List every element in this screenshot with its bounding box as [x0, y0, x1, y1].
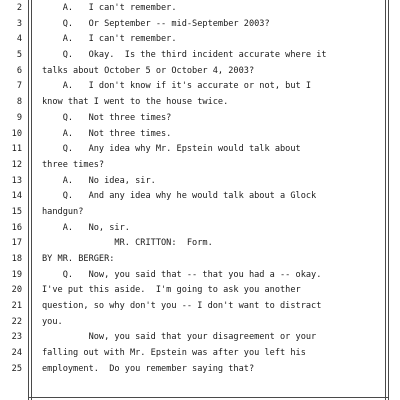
transcript-line	[0, 17, 400, 33]
transcript-line	[0, 315, 400, 331]
transcript-line	[0, 158, 400, 174]
line-text: Now, you said that your disagreement or your	[42, 332, 317, 343]
transcript-lines	[0, 1, 400, 378]
transcript-line	[0, 79, 400, 95]
transcript-line	[0, 174, 400, 190]
line-number: 4	[16, 34, 22, 45]
line-number: 25	[11, 363, 22, 374]
transcript-line	[0, 283, 400, 299]
line-text: employment. Do you remember saying that?	[42, 363, 255, 374]
line-text: MR. CRITTON: Form.	[42, 238, 213, 249]
line-number: 18	[11, 254, 22, 264]
transcript-line	[0, 362, 400, 378]
transcript-line	[0, 32, 400, 48]
line-text: know that I went to the house twice.	[42, 97, 229, 108]
line-text: Q. Now, you said that -- that you had a -- okay.	[42, 269, 322, 280]
line-number: 17	[11, 238, 22, 249]
transcript-line	[0, 346, 400, 362]
line-text: A. Not three times.	[42, 128, 172, 139]
line-number: 8	[16, 97, 22, 108]
line-number: 13	[11, 175, 22, 186]
line-text: A. I don't know if it's accurate or not, but I	[42, 81, 312, 92]
line-number: 21	[11, 301, 22, 312]
line-text: A. No, sir.	[42, 222, 130, 233]
line-number: 14	[11, 191, 22, 202]
line-number: 12	[11, 159, 22, 170]
line-text: BY MR. BERGER:	[42, 254, 115, 264]
transcript-line	[0, 236, 400, 252]
line-text: Q. And any idea why he would talk about a Glock	[42, 191, 317, 202]
line-text: Q. Okay. Is the third incident accurate where it	[42, 50, 327, 61]
line-text: three times?	[42, 159, 105, 170]
line-text: falling out with Mr. Epstein was after you left his	[42, 348, 306, 359]
bottom-rule	[28, 397, 389, 398]
line-text: handgun?	[42, 206, 84, 217]
line-number: 11	[11, 144, 22, 155]
line-number: 7	[16, 81, 22, 92]
transcript-line	[0, 64, 400, 80]
line-number: 24	[11, 348, 22, 359]
line-number: 23	[11, 332, 22, 343]
line-number: 15	[11, 206, 22, 217]
line-text: Q. Not three times?	[42, 112, 172, 123]
transcript-line	[0, 48, 400, 64]
line-text: A. I can't remember.	[42, 3, 177, 13]
line-text: question, so why don't you -- I don't want to distract	[42, 301, 322, 312]
line-number: 5	[16, 50, 22, 61]
line-number: 6	[16, 65, 22, 76]
line-text: A. No idea, sir.	[42, 175, 156, 186]
transcript-line	[0, 205, 400, 221]
line-number: 3	[16, 18, 22, 29]
transcript-line	[0, 252, 400, 268]
transcript-line	[0, 189, 400, 205]
transcript-line	[0, 330, 400, 346]
line-number: 22	[11, 316, 22, 327]
transcript-line	[0, 1, 400, 17]
line-text: talks about October 5 or October 4, 2003?	[42, 65, 255, 76]
transcript-line	[0, 299, 400, 315]
line-number: 19	[11, 269, 22, 280]
line-text: Q. Or September -- mid-September 2003?	[42, 18, 270, 29]
line-text: I've put this aside. I'm going to ask you another	[42, 285, 301, 296]
transcript-line	[0, 221, 400, 237]
transcript-line	[0, 142, 400, 158]
line-text: A. I can't remember.	[42, 34, 177, 45]
line-number: 10	[11, 128, 22, 139]
line-number: 9	[16, 112, 22, 123]
transcript-line	[0, 95, 400, 111]
line-text: you.	[42, 316, 63, 327]
line-number: 16	[11, 222, 22, 233]
line-text: Q. Any idea why Mr. Epstein would talk about	[42, 144, 301, 155]
transcript-line	[0, 127, 400, 143]
line-number: 2	[16, 3, 22, 13]
transcript-line	[0, 268, 400, 284]
transcript-line	[0, 111, 400, 127]
line-number: 20	[11, 285, 22, 296]
